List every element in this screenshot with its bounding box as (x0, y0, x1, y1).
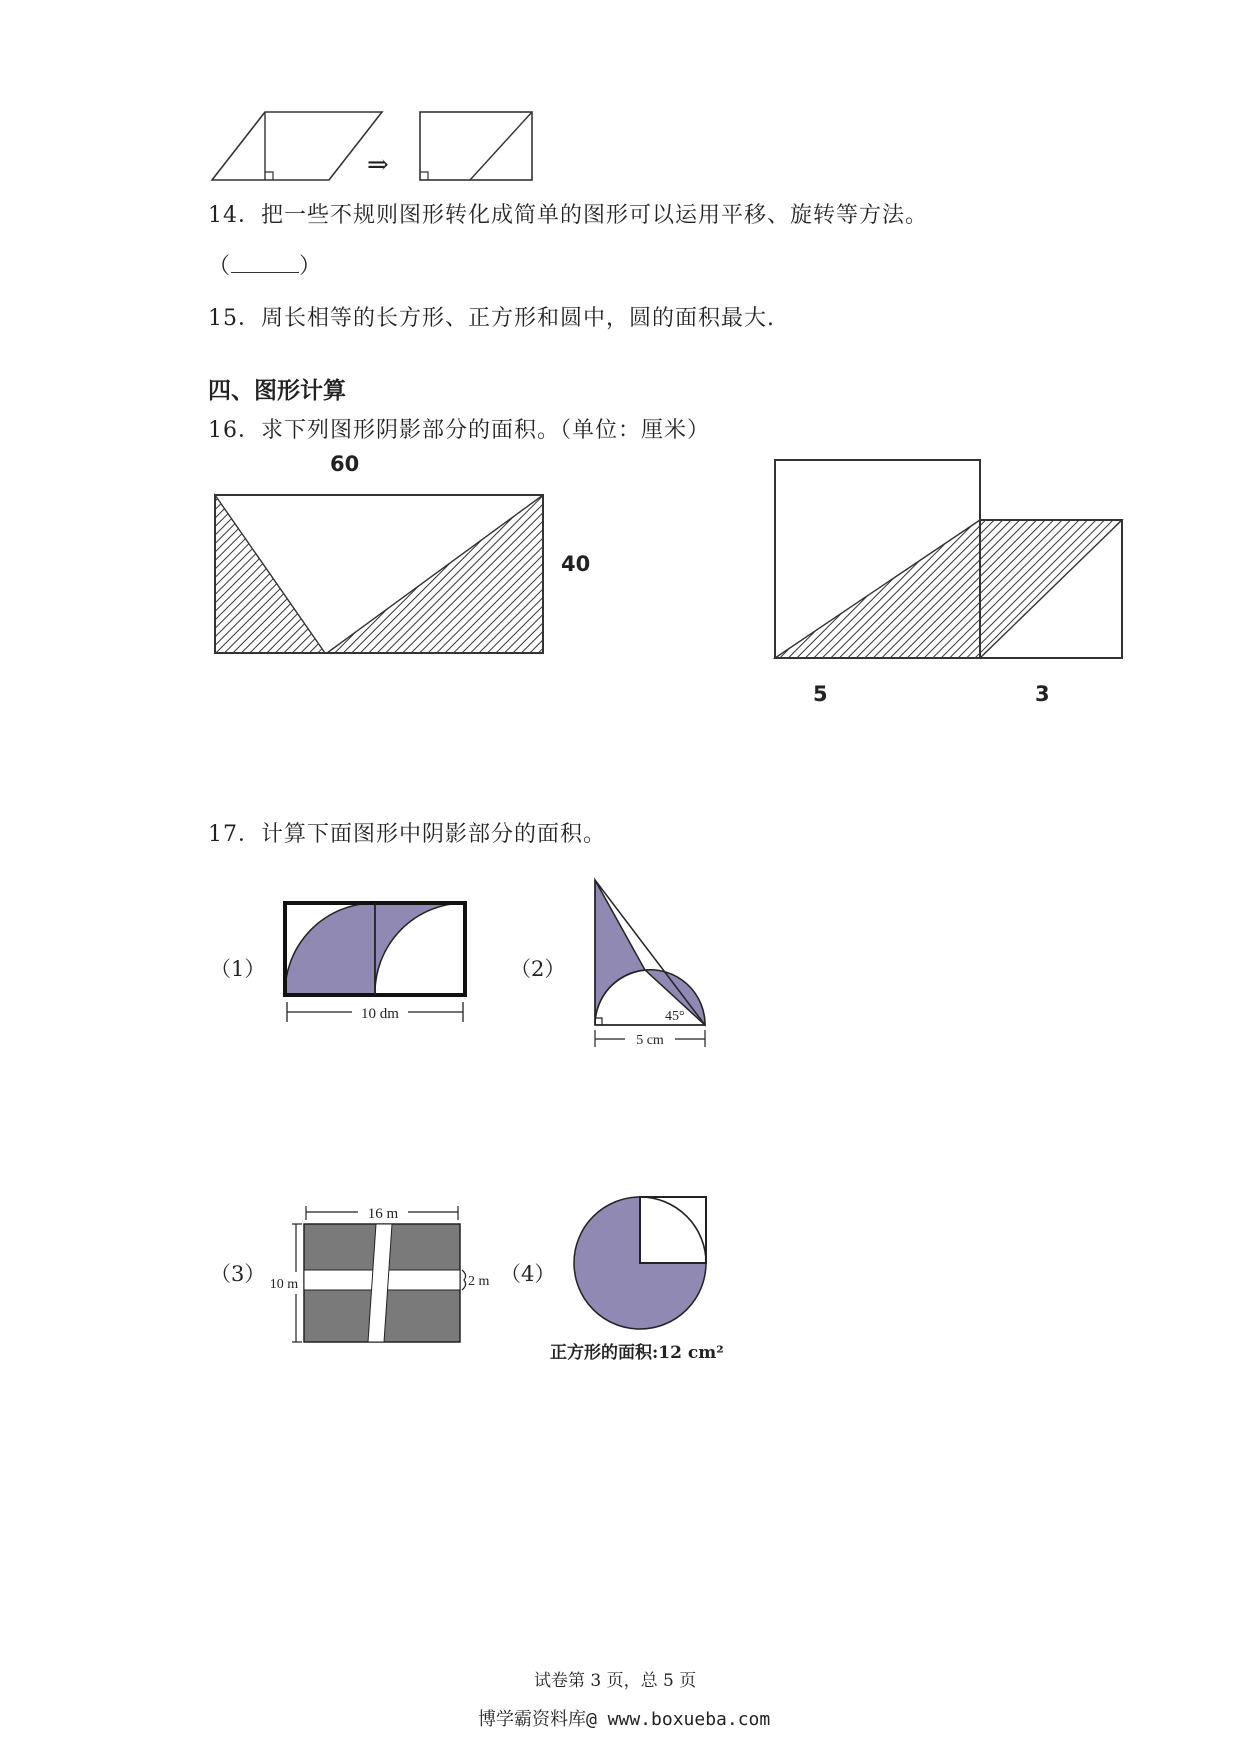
question-14 (208, 198, 928, 229)
q16-figure-rectangle (205, 485, 560, 670)
q17-figure-3 (268, 1200, 500, 1352)
q17-fig1-label: （1） (210, 957, 266, 981)
q16-fig1-width-label: 60 (330, 452, 360, 476)
question-number: 15． (208, 306, 261, 331)
q17-fig3-height: 10 m (269, 1277, 299, 1292)
q17-fig3-width: 16 m (367, 1206, 399, 1222)
q17-figure-4 (568, 1185, 718, 1335)
q17-fig4-label: （4） (500, 1262, 556, 1286)
question-number: 14． (208, 203, 261, 228)
question-text: 把一些不规则图形转化成简单的图形可以运用平移、旋转等方法。 (261, 203, 929, 228)
q16-figure-squares (770, 455, 1130, 670)
question-number: 16． (208, 418, 261, 443)
q17-fig3-label: （3） (210, 1262, 266, 1286)
q17-fig1-dim: 10 dm (361, 1006, 399, 1022)
q16-fig2-left-label: 5 (813, 682, 828, 706)
question-number: 17． (208, 822, 261, 847)
page-number: 试卷第 3 页，总 5 页 (534, 1671, 697, 1691)
q16-fig2-right-label: 3 (1035, 682, 1050, 706)
q17-fig2-angle: 45° (665, 1009, 685, 1024)
watermark: 博学霸资料库@ www.boxueba.com (478, 1709, 771, 1730)
q17-fig2-label: （2） (510, 957, 566, 981)
question-16 (208, 413, 710, 444)
q17-fig4-caption: 正方形的面积:12 cm² (550, 1343, 724, 1363)
q17-fig3-road: 2 m (468, 1274, 490, 1289)
answer-blank-14[interactable]: （ ） (208, 254, 323, 279)
section-title: 四、图形计算 (208, 378, 346, 404)
q17-fig2-dim: 5 cm (636, 1033, 664, 1048)
q17-figure-2 (590, 875, 720, 1055)
question-15 (208, 301, 775, 332)
question-text: 求下列图形阴影部分的面积。（单位：厘米） (261, 418, 711, 443)
q16-fig1-height-label: 40 (561, 552, 591, 576)
transform-arrow: ⇒ (367, 150, 389, 180)
q17-figure-1 (280, 895, 480, 1030)
question-17 (208, 817, 606, 848)
question-text: 周长相等的长方形、正方形和圆中，圆的面积最大. (261, 306, 775, 331)
question-text: 计算下面图形中阴影部分的面积。 (261, 822, 607, 847)
blank-line[interactable] (231, 254, 299, 273)
